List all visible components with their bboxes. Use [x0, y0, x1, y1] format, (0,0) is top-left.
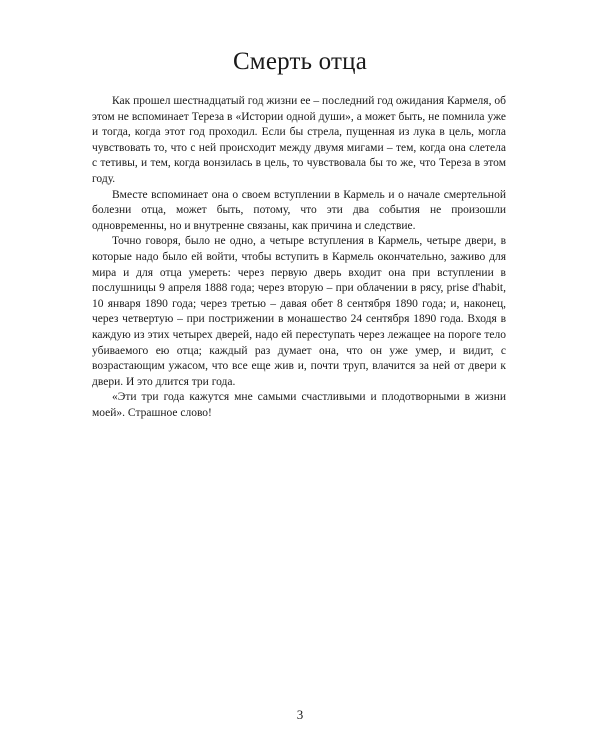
- paragraph-4: «Эти три года кажутся мне самыми счастливыми и плодотворными в жизни моей». Страшное слово!: [92, 391, 506, 419]
- chapter-title: Смерть отца: [232, 48, 368, 75]
- paragraph-1: Как прошел шестнадцатый год жизни ее – последний год ожидания Кармеля, об этом не вспоминает Тереза в «Истории одной души», а может быть, не помнила уже и тогда, когда этот год проходил. Если бы стрела, пущенная из лука в цель, могла чувствовать то, что с ней происходит между двумя мигами – тем, когда она слетела с тетивы, и тем, когда вонзилась в цель, то чувствовала бы то же, что Тереза в этом году.: [92, 95, 506, 185]
- page-number: 3: [296, 707, 304, 722]
- paragraph-3: Точно говоря, было не одно, а четыре вступления в Кармель, четыре двери, в которые надо было ей войти, чтобы вступить в Кармель окончательно, заживо для мира и для отца умереть: через первую дверь входит она при вступлении в послушницы 9 апреля 1888 года; через вторую – при облачении в рясу, prise d'habit, 10 января 1890 года; через третью – давая обет 8 сентября 1890 года; и, наконец, через четвертую – при пострижении в монашество 24 сентября 1890 года. Входя в каждую из этих четырех дверей, надо ей переступать через лежащее на пороге тело убиваемого ею отца; каждый раз думает она, что он уже умер, и видит, с возрастающим ужасом, что все еще жив и, почти труп, влачится за ней от двери к двери. И это длится три года.: [92, 235, 506, 388]
- chapter-body: [92, 94, 506, 421]
- paragraph-2: Вместе вспоминает она о своем вступлении в Кармель и о начале смертельной болезни отца, может быть, потому, что эти два события не произошли одновременны, но и внутренне связаны, как причина и следствие.: [92, 188, 506, 232]
